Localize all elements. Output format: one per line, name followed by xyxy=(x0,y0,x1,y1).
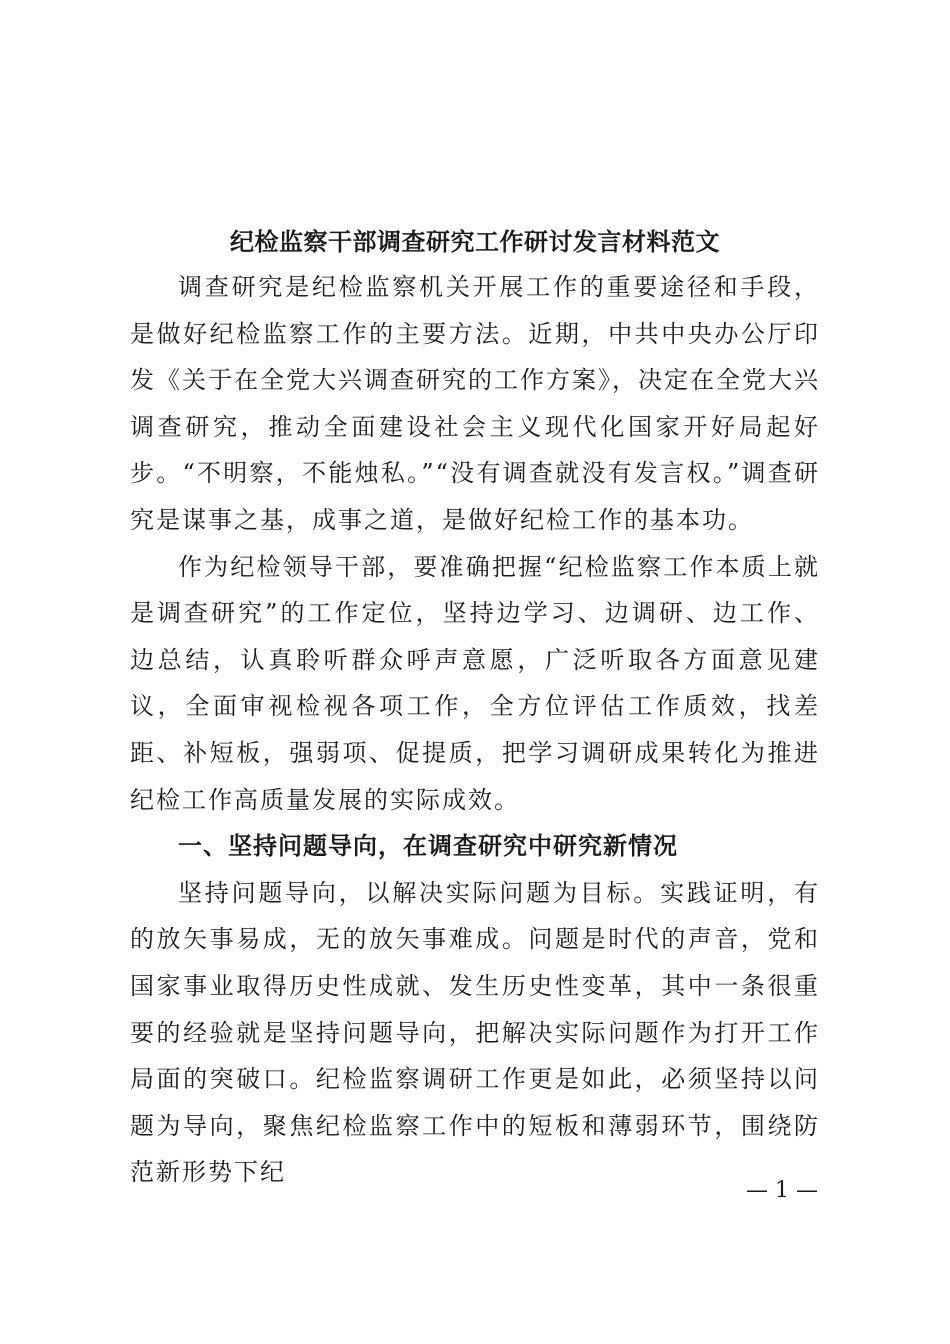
paragraph-intro: 调查研究是纪检监察机关开展工作的重要途径和手段，是做好纪检监察工作的主要方法。近期，中共中央办公厅印发《关于在全党大兴调查研究的工作方案》，决定在全党大兴调查研究，推动全面建设社会主义现代化国家开好局起好步。“不明察，不能烛私。”“没有调查就没有发言权。”调查研究是谋事之基，成事之道，是做好纪检工作的基本功。 xyxy=(130,273,820,534)
document-body xyxy=(130,264,820,1196)
document-title: 纪检监察干部调查研究工作研讨发言材料范文 xyxy=(230,227,720,256)
page-number: — 1 — xyxy=(746,1178,818,1203)
paragraph-positioning: 作为纪检领导干部，要准确把握“纪检监察工作本质上就是调查研究”的工作定位，坚持边学习、边调研、边工作、边总结，认真聆听群众呼声意愿，广泛听取各方面意见建议，全面审视检视各项工作，全方位评估工作质效，找差距、补短板，强弱项、促提质，把学习调研成果转化为推进纪检工作高质量发展的实际成效。 xyxy=(130,552,820,814)
section-heading: 一、坚持问题导向，在调查研究中研究新情况 xyxy=(178,832,678,861)
section-paragraph: 坚持问题导向，以解决实际问题为目标。实践证明，有的放矢事易成，无的放矢事难成。问题是时代的声音，党和国家事业取得历史性成就、发生历史性变革，其中一条很重要的经验就是坚持问题导向，把解决实际问题作为打开工作局面的突破口。纪检监察调研工作更是如此，必须坚持以问题为导向，聚焦纪检监察工作中的短板和薄弱环节，围绕防范新形势下纪 xyxy=(130,878,820,1187)
